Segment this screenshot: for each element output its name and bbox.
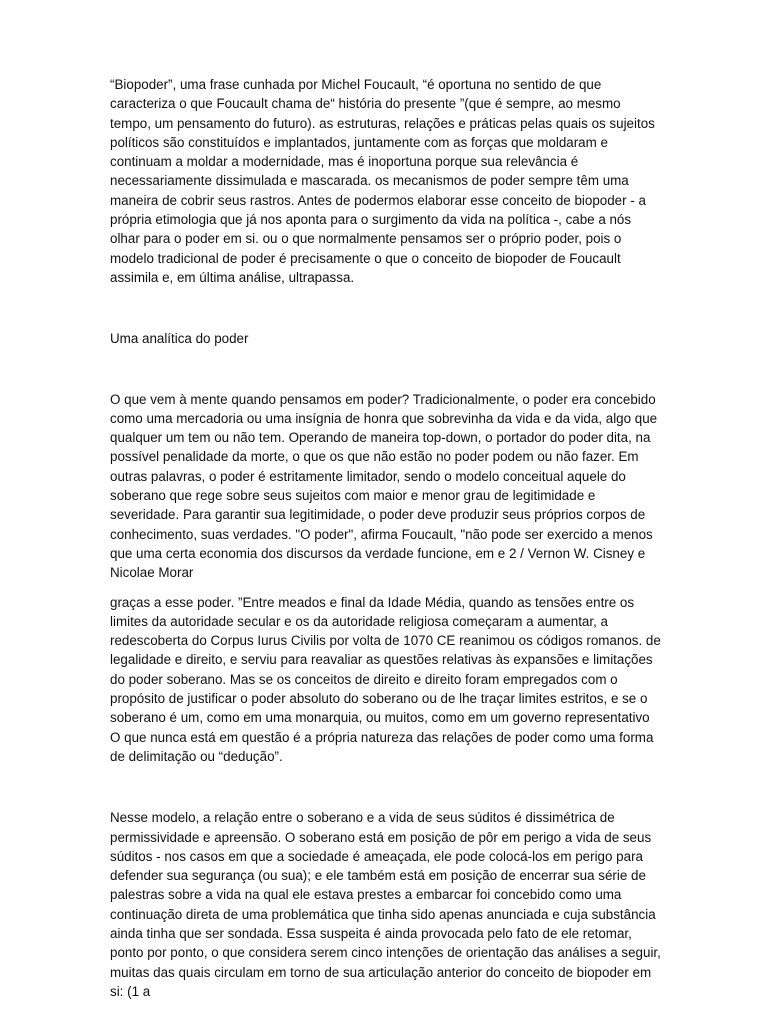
spacer xyxy=(110,349,662,390)
paragraph-power: O que vem à mente quando pensamos em poder? Tradicionalmente, o poder era concebido como uma mercadoria ou uma insígnia de honra que sobrevinha da vida e da vida, algo que qualquer um tem ou não tem. Operando de maneira top-down, o portador do poder dita, na possível penalidade da morte, o que os que não estão no poder podem ou não fazer. Em outras palavras, o poder é estritamente limitador, sendo o modelo conceitual aquele do soberano que rege sobre seus sujeitos com maior e menor grau de legitimidade e severidade. Para garantir sua legitimidade, o poder deve produzir seus próprios corpos de conhecimento, suas verdades. "O poder", afirma Foucault, "não pode ser exercido a menos que uma certa economia dos discursos da verdade funcione, em e 2 / Vernon W. Cisney e Nicolae Morar xyxy=(110,391,658,581)
paragraph-middle-ages: graças a esse poder. ”Entre meados e final da Idade Média, quando as tensões entre os limites da autoridade secular e os da autoridade religiosa começaram a aumentar, a redescoberta do Corpus Iurus Civilis por volta de 1070 CE reanimou os códigos romanos. de legalidade e direito, e serviu para reavaliar as questões relativas às expansões e limitações do poder soberano. Mas se os conceitos de direito e direito foram empregados com o propósito de justificar o poder absoluto do soberano ou de lhe traçar limites estritos, e se o soberano é um, como em uma monarquia, ou muitos, como em um governo representativo O que nunca está em questão é a própria natureza das relações de poder como uma forma de delimitação ou “dedução”. xyxy=(110,594,661,764)
section-heading: Uma analítica do poder xyxy=(110,331,249,347)
paragraph-intro: “Biopoder”, uma frase cunhada por Michel Foucault, “é oportuna no sentido de que caracteriza o que Foucault chama de“ história do presente ”(que é sempre, ao mesmo tempo, um pensamento do futuro). as estruturas, relações e práticas pelas quais os sujeitos políticos são constituídos e implantados, juntamente com as forças que moldaram e continuam a moldar a modernidade, mas é inoportuna porque sua relevância é necessariamente dissimulada e mascarada. os mecanismos de poder sempre têm uma maneira de cobrir seus rastros. Antes de podermos elaborar esse conceito de biopoder - a própria etimologia que já nos aponta para o surgimento da vida na política -, cabe a nós olhar para o poder em si. ou o que normalmente pensamos ser o próprio poder, pois o modelo tradicional de poder é precisamente o que o conceito de biopoder de Foucault assimila e, em última análise, ultrapassa. xyxy=(110,77,655,285)
paragraph-sovereign-model: Nesse modelo, a relação entre o soberano e a vida de seus súditos é dissimétrica de permissividade e apreensão. O soberano está em posição de pôr em perigo a vida de seus súditos - nos casos em que a sociedade é ameaçada, ele pode colocá-los em perigo para defender sua segurança (ou sua); e ele também está em posição de encerrar sua série de palestras sobre a vida na qual ele estava prestes a embarcar foi concebido como uma continuação direta de uma problemática que tinha sido apenas anunciada e cuja substância ainda tinha que ser sondada. Essa suspeita é ainda provocada pelo fato de ele retomar, ponto por ponto, o que considera serem cinco intenções de orientação das análises a seguir, muitas das quais circulam em torno de sua articulação anterior do conceito de biopoder em si: (1 a xyxy=(110,810,661,999)
document-page xyxy=(110,75,662,1001)
spacer xyxy=(110,287,662,329)
spacer xyxy=(110,583,662,593)
spacer xyxy=(110,766,662,808)
